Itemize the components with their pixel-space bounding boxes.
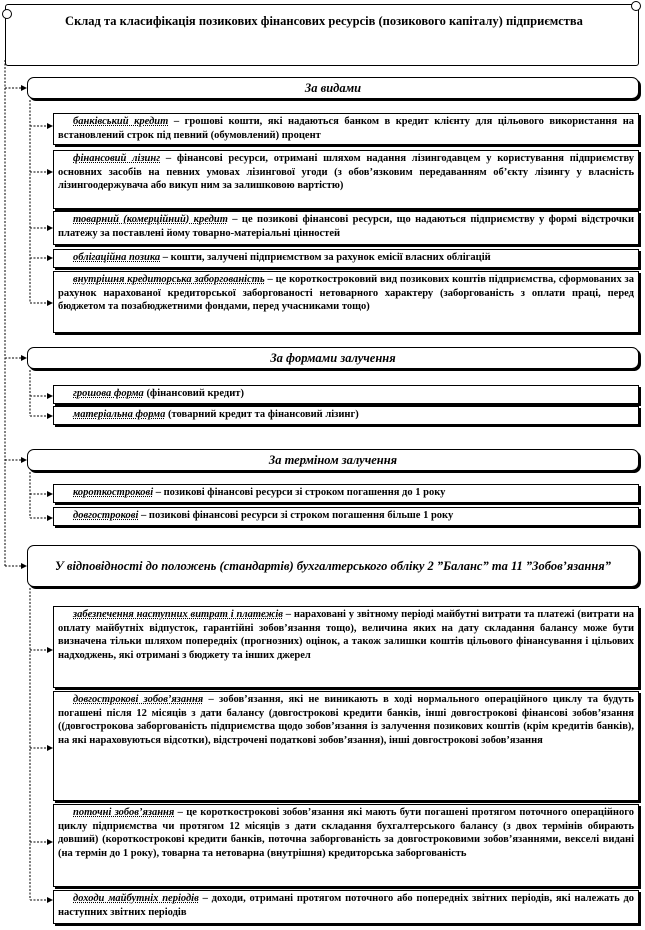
list-item — [53, 385, 639, 404]
scroll-curl-icon — [2, 9, 12, 19]
item-term: поточні зобов’язання — [73, 807, 175, 818]
diagram-title: Склад та класифікація позикових фінансових ресурсів (позикового капіталу) підприємства — [65, 14, 583, 28]
item-text: – зобов’язання, які не виникають в ході нормального операційного циклу та будуть погашені після 12 місяців з дати балансу (довгострокові кредити банків, інші довгострокові фінансові зобов’язання ((довгострокова заборгованість підприємства щодо зобов’язання із залучення позикових коштів (крім кредитів банків), на які нараховуються відсотки), відстрочені податкові зобов’язання), інші довгострокові зобов’язання — [58, 694, 634, 747]
item-text: – доходи, отримані протягом поточного або попередніх звітних періодів, які належать до наступних звітних періодів — [58, 893, 635, 918]
item-term: грошова форма — [73, 388, 144, 399]
section-header — [27, 77, 639, 99]
item-term: товарний (комерційний) кредит — [73, 214, 228, 225]
section-header-text: За видами — [304, 80, 362, 95]
item-term: облігаційна позика — [73, 252, 161, 263]
list-item — [53, 249, 639, 268]
section-header — [27, 449, 639, 471]
list-item — [53, 211, 639, 245]
item-term: банківський кредит — [73, 116, 169, 127]
item-term: фінансовий лізинг — [73, 153, 161, 164]
item-text: – це короткостроковий вид позикових коштів підприємства, сформованих за рахунок нарахованої кредиторської заборгованості нетоварного характеру (заборгованість з оплати праці, перед бюджетом та позабюджетними фондами, перед учасниками тощо) — [58, 274, 634, 313]
list-item — [53, 691, 639, 801]
list-item — [53, 507, 639, 526]
item-text: – фінансові ресурси, отримані шляхом надання лізингодавцем у користування підприємству основних засобів на певних умовах лізингової угоди (з обов’язковим передаванням об’єкту лізингу у власність лізингоодержувача або викуп ним за залишковою вартістю) — [58, 153, 635, 192]
item-text: – це короткострокові зобов’язання які мають бути погашені протягом поточного операційного циклу підприємства чи протягом 12 місяців з дати складання бухгалтерського балансу (з двох термінів обирають довший) (короткострокові кредити банків, поточна заборгованість за довгостроковими зобов’язаннями, векселі видані (на термін до 1 року), товарна та нетоварна (внутрішня) кредиторська заборгованість — [58, 807, 634, 860]
list-item — [53, 406, 639, 425]
item-text: – кошти, залучені підприємством за рахунок емісії власних облігацій — [160, 252, 491, 263]
item-term: довгострокові — [73, 510, 139, 521]
scroll-curl-icon — [631, 1, 641, 11]
item-text: – нараховані у звітному періоді майбутні витрати та платежі (витрати на оплату майбутніх відпусток, гарантійні зобов’язання тощо), величина яких на дату складання балансу може бути визначена тільки шляхом попередніх (прогнозних) оцінок, а також залишки коштів цільового фінансування і цільових надходжень, які отримані з бюджету та інших джерел — [58, 609, 634, 662]
item-text: – грошові кошти, які надаються банком в кредит клієнту для цільового використання на встановлений строк під певний (обумовлений) процент — [58, 116, 634, 141]
list-item — [53, 890, 639, 924]
item-term: забезпечення наступних витрат і платежів — [73, 609, 283, 620]
item-text: – це позикові фінансові ресурси, що надаються підприємству у формі відстрочки платежу за поставлені йому товарно-матеріальні цінностей — [58, 214, 634, 239]
item-term: внутрішня кредиторська заборгованість — [73, 274, 265, 285]
section-header — [27, 545, 639, 587]
item-text: – позикові фінансові ресурси зі строком погашення більше 1 року — [138, 510, 454, 521]
item-term: короткострокові — [73, 487, 154, 498]
item-text: (товарний кредит та фінансовий лізинг) — [165, 409, 359, 420]
item-term: матеріальна форма — [73, 409, 166, 420]
section-header-text: За терміном залучення — [268, 452, 398, 467]
list-item — [53, 113, 639, 145]
section-header-text: У відповідності до положень (стандартів) бухгалтерського обліку 2 ”Баланс” та 11 ”Зобов’язання” — [55, 558, 611, 573]
section-header-text: За формами залучення — [270, 350, 396, 365]
item-term: довгострокові зобов’язання — [73, 694, 204, 705]
list-item — [53, 271, 639, 333]
diagram-title-box — [5, 4, 639, 66]
section-header — [27, 347, 639, 369]
item-text: – позикові фінансові ресурси зі строком погашення до 1 року — [153, 487, 446, 498]
item-text: (фінансовий кредит) — [143, 388, 244, 399]
list-item — [53, 150, 639, 209]
list-item — [53, 804, 639, 887]
list-item — [53, 484, 639, 503]
item-term: доходи майбутніх періодів — [73, 893, 199, 904]
list-item — [53, 606, 639, 688]
